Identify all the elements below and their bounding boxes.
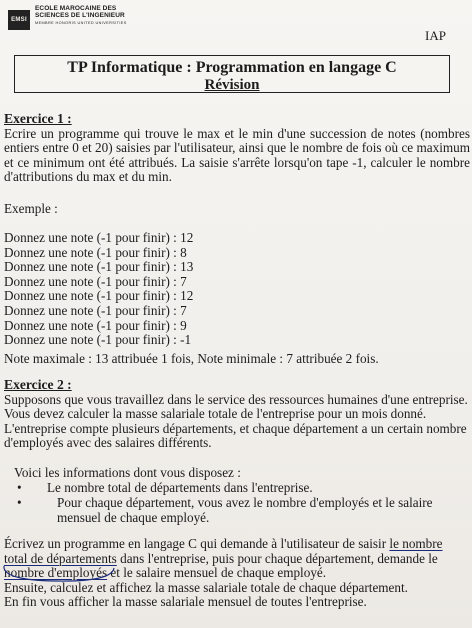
exercice-2-intro-1: Supposons que vous travaillez dans le service des ressources humaines d'une entreprise.: [4, 391, 468, 407]
title-box: [14, 55, 450, 93]
task-line-3: [4, 566, 470, 581]
exercice-2-intro-2: Vous devez calculer la masse salariale totale de l'entreprise pour un mois donné.: [4, 406, 427, 421]
task-text: et le salaire mensuel de chaque employé.: [107, 565, 327, 580]
school-name-line1: ECOLE MAROCAINE DES: [35, 5, 117, 12]
example-line: Donnez une note (-1 pour finir) : 7: [4, 302, 187, 318]
exercice-1-heading: Exercice 1 :: [4, 111, 72, 126]
bullet-icon: •: [17, 495, 22, 510]
task-highlight: total de départements: [4, 550, 117, 566]
class-code: IAP: [425, 28, 446, 43]
exercice-1-statement: Ecrire un programme qui trouve le max et le min d'une succession de notes (nombres entiers entre 0 et 20) saisies par l'utilisateur, ainsi que le nombre de fois où ce maximum et ce minimum ont été attribués. La saisie s'arrête lorsqu'on tape -1, calculer le nombre d'attributions du max et du min.: [4, 125, 470, 184]
school-name-line2: SCIENCES DE L'INGENIEUR: [35, 11, 125, 19]
example-line: Donnez une note (-1 pour finir) : 9: [4, 317, 187, 333]
task-line-5: En fin vous afficher la masse salariale mensuel de toutes l'entreprise.: [4, 594, 367, 609]
list-item: [14, 481, 470, 496]
info-label: Voici les informations dont vous disposez :: [14, 465, 241, 480]
bullet-2: [4, 496, 470, 525]
school-tagline: MEMBRE HONORIS UNITED UNIVERSITIES: [35, 20, 127, 25]
task-text: dans l'entreprise, puis pour chaque département, demande le: [116, 550, 438, 566]
example-line: Donnez une note (-1 pour finir) : -1: [4, 332, 192, 348]
task-section: [4, 537, 470, 610]
example-label: Exemple :: [4, 201, 58, 216]
logo-text: [35, 6, 127, 25]
logo-mark: EMSI: [8, 10, 30, 30]
example-line: Donnez une note (-1 pour finir) : 7: [4, 273, 187, 289]
example-line: Donnez une note (-1 pour finir) : 8: [4, 244, 187, 260]
example-result: Note maximale : 13 attribuée 1 fois, Note minimale : 7 attribuée 2 fois.: [4, 351, 379, 366]
exercice-2-heading: Exercice 2 :: [4, 377, 72, 392]
example-line: Donnez une note (-1 pour finir) : 12: [4, 288, 194, 304]
exercice-2-intro-3: L'entreprise compte plusieurs départements, et chaque département a un certain nombre d'employés avec des salaires différents.: [4, 420, 467, 450]
exercice-2: [4, 378, 470, 451]
info-section: [4, 466, 470, 495]
task-highlight: nombre d'employés: [4, 565, 108, 580]
task-line-1: [4, 537, 470, 552]
page-title: TP Informatique : Programmation en langage C: [67, 59, 397, 76]
example-line: Donnez une note (-1 pour finir) : 13: [4, 259, 194, 275]
bullet-text: Pour chaque département, vous avez le nombre d'employés et le salaire mensuel de chaque employé.: [57, 495, 433, 525]
bullet-icon: •: [17, 479, 22, 495]
school-logo: [8, 6, 127, 30]
task-line-2: [4, 552, 470, 567]
task-highlight: le nombre: [389, 536, 443, 551]
list-item: [4, 496, 470, 525]
exercice-1: [4, 112, 470, 185]
example-line: Donnez une note (-1 pour finir) : 12: [4, 230, 194, 245]
example-output: [4, 231, 193, 348]
task-line-4: Ensuite, calculez et affichez la masse salariale totale de chaque département.: [4, 579, 408, 595]
bullet-text: Le nombre total de départements dans l'entreprise.: [47, 479, 313, 495]
task-text: Écrivez un programme en langage C qui demande à l'utilisateur de saisir: [4, 536, 390, 551]
page-subtitle: Révision: [204, 77, 260, 93]
